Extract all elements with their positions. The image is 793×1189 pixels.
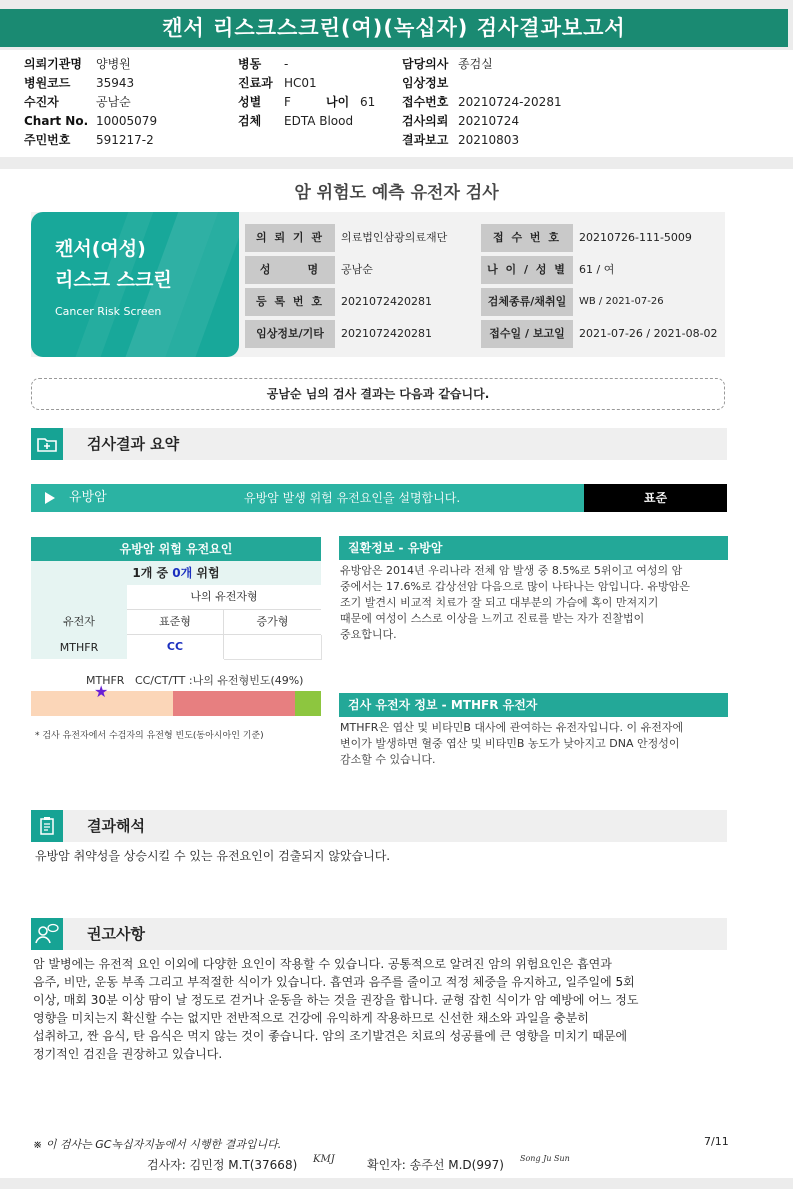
meta-key: 병동 xyxy=(238,57,262,71)
gene-info-line: 변이가 발생하면 혈중 엽산 및 비타민B 농도가 낮아지고 DNA 안정성이 xyxy=(340,737,680,750)
info-value: 20210726-111-5009 xyxy=(579,231,692,244)
info-label: 나 이 / 성 별 xyxy=(481,256,573,284)
info-value: WB / 2021-07-26 xyxy=(579,296,664,307)
info-value: 2021072420281 xyxy=(341,295,432,308)
card-title-line2: 리스크 스크린 xyxy=(55,269,172,291)
gene-name: MTHFR xyxy=(59,641,99,654)
advice-title: 권고사항 xyxy=(87,925,145,943)
card-subtitle: Cancer Risk Screen xyxy=(55,305,162,318)
frequency-note: * 검사 유전자에서 수검자의 유전형 빈도(동아시아인 기준) xyxy=(35,731,264,741)
genotype-value: CC xyxy=(127,635,224,659)
advice-text xyxy=(33,955,733,1063)
play-icon xyxy=(45,492,55,504)
card-title xyxy=(55,234,172,296)
disease-line: 중에서는 17.6%로 갑상선암 다음으로 많이 나타나는 암입니다. 유방암은 xyxy=(340,580,690,593)
tester-signature: KMJ xyxy=(313,1154,335,1165)
risk-count-number: 0개 xyxy=(172,566,193,580)
footer-band xyxy=(0,1178,793,1189)
meta-key: 담당의사 xyxy=(402,57,449,71)
advice-line: 암 발병에는 유전적 요인 이외에 다양한 요인이 작용할 수 있습니다. 공통적으로 알려진 암의 위험요인은 흡연과 xyxy=(33,957,612,971)
grade-badge: 표준 xyxy=(584,484,727,512)
meta-key: 성별 xyxy=(238,95,262,109)
cancer-bar xyxy=(31,484,584,512)
advice-section-header xyxy=(31,918,727,950)
person-chat-icon xyxy=(31,918,63,950)
meta-value: HC01 xyxy=(284,76,317,90)
standard-header: 표준형 xyxy=(127,610,224,635)
info-value: 2021072420281 xyxy=(341,327,432,340)
meta-value: 공남순 xyxy=(96,95,131,109)
frequency-label: MTHFR CC/CT/TT :나의 유전형빈도(49%) xyxy=(86,674,304,687)
disease-line: 조기 발견시 비교적 치료가 잘 되고 대부분의 가슴에 혹이 만져지기 xyxy=(340,596,659,609)
meta-value: 35943 xyxy=(96,76,135,90)
meta-value: EDTA Blood xyxy=(284,114,354,128)
info-label: 임상정보/기타 xyxy=(245,320,335,348)
info-value: 2021-07-26 / 2021-08-02 xyxy=(579,327,718,340)
info-row xyxy=(245,288,725,316)
disease-line: 중요합니다. xyxy=(340,628,397,641)
meta-value: 종검실 xyxy=(458,57,493,71)
risk-count xyxy=(31,561,321,585)
summary-section-header xyxy=(31,428,727,460)
info-label: 성 명 xyxy=(245,256,335,284)
meta-key: 검체 xyxy=(238,114,262,128)
info-label: 의 뢰 기 관 xyxy=(245,224,335,252)
result-notice: 공남순 님의 검사 결과는 다음과 같습니다. xyxy=(31,378,725,410)
meta-value: - xyxy=(284,57,289,71)
info-value: 공남순 xyxy=(341,263,373,276)
meta-col-2 xyxy=(238,55,375,131)
disease-info-title: 질환정보 - 유방암 xyxy=(339,536,728,560)
meta-key: 수진자 xyxy=(24,95,59,109)
meta-key: 병원코드 xyxy=(24,76,71,90)
advice-line: 정기적인 검진을 권장하고 있습니다. xyxy=(33,1047,223,1061)
interpretation-section-header xyxy=(31,810,727,842)
risk-count-suffix: 위험 xyxy=(192,566,220,580)
increased-header: 증가형 xyxy=(224,610,321,635)
info-value: 61 / 여 xyxy=(579,263,615,276)
cancer-desc: 유방암 발생 위험 유전요인을 설명합니다. xyxy=(244,491,461,505)
meta-value: 20210724-20281 xyxy=(458,95,562,109)
info-grid xyxy=(245,224,725,348)
report-title: 캔서 리스크스크린(여)(녹십자) 검사결과보고서 xyxy=(0,9,788,47)
info-label: 접 수 번 호 xyxy=(481,224,573,252)
folder-plus-icon xyxy=(31,428,63,460)
gene-info-line: MTHFR은 엽산 및 비타민B 대사에 관여하는 유전자입니다. 이 유전자에 xyxy=(340,721,684,734)
increased-value xyxy=(224,635,322,660)
risk-count-prefix: 1개 중 xyxy=(132,566,173,580)
meta-key: 진료과 xyxy=(238,76,273,90)
meta-value: 10005079 xyxy=(96,114,158,128)
gene-info-line: 감소할 수 있습니다. xyxy=(340,753,436,766)
advice-line: 영향을 미치는지 확신할 수는 없지만 전반적으로 건강에 유익하게 작용하므로 신선한 채소와 과일을 충분히 xyxy=(33,1011,589,1025)
meta-key: 임상정보 xyxy=(402,76,449,90)
disease-line: 때문에 여성이 스스로 이상을 느끼고 진료를 받는 자가 진찰법이 xyxy=(340,612,645,625)
footer-note: ※ 이 검사는 GC녹십자지놈에서 시행한 결과입니다. xyxy=(33,1138,282,1151)
meta-value: 20210724 xyxy=(458,114,520,128)
info-row xyxy=(245,320,725,348)
meta-key: 접수번호 xyxy=(402,95,449,109)
gene-info-title: 검사 유전자 정보 - MTHFR 유전자 xyxy=(339,693,728,717)
advice-line: 이상, 매회 30분 이상 땀이 날 정도로 걷거나 운동을 하는 것을 권장을 합니다. 균형 잡힌 식이가 암 예방에 어느 정도 xyxy=(33,993,639,1007)
clipboard-icon xyxy=(31,810,63,842)
meta-key: 주민번호 xyxy=(24,133,71,147)
meta-value: F xyxy=(284,95,291,109)
test-title: 암 위험도 예측 유전자 검사 xyxy=(294,183,499,203)
info-row xyxy=(245,224,725,252)
summary-title: 검사결과 요약 xyxy=(87,435,180,453)
separator-band xyxy=(0,157,793,169)
meta-value: 양병원 xyxy=(96,57,131,71)
disease-info-text xyxy=(340,563,728,643)
info-value: 의료법인삼광의료재단 xyxy=(341,231,448,244)
cancer-name: 유방암 xyxy=(69,490,107,505)
meta-key: Chart No. xyxy=(24,114,89,128)
age-value: 61 xyxy=(360,95,376,109)
gene-header: 유전자 xyxy=(63,615,95,628)
card-title-line1: 캔서(여성) xyxy=(55,238,146,260)
meta-key: 의뢰기관명 xyxy=(24,57,82,71)
disease-line: 유방암은 2014년 우리나라 전체 암 발생 중 8.5%로 5위이고 여성의 암 xyxy=(340,564,683,577)
meta-value: 20210803 xyxy=(458,133,520,147)
my-genotype-header: 나의 유전자형 xyxy=(127,585,321,610)
risk-table-title: 유방암 위험 유전요인 xyxy=(31,537,321,561)
info-row xyxy=(245,256,725,284)
confirmer: 확인자: 송주선 M.D(997) xyxy=(367,1158,504,1172)
meta-key: 검사의뢰 xyxy=(402,114,449,128)
info-label: 등 록 번 호 xyxy=(245,288,335,316)
meta-key: 결과보고 xyxy=(402,133,449,147)
freq-segment-tt xyxy=(295,691,321,716)
info-label: 접수일 / 보고일 xyxy=(481,320,573,348)
freq-segment-ct xyxy=(173,691,295,716)
interpretation-title: 결과해석 xyxy=(87,817,145,835)
age-key: 나이 xyxy=(326,95,350,109)
star-marker-icon: ★ xyxy=(94,682,109,701)
advice-line: 섭취하고, 짠 음식, 탄 음식은 먹지 않는 것이 좋습니다. 암의 조기발견은 치료의 성공률에 큰 영향을 미치기 때문에 xyxy=(33,1029,628,1043)
confirmer-signature: Song Ju Sun xyxy=(520,1154,570,1163)
interpretation-text: 유방암 취약성을 상승시킬 수 있는 유전요인이 검출되지 않았습니다. xyxy=(35,849,391,863)
product-card xyxy=(31,212,239,357)
meta-col-1 xyxy=(24,55,157,150)
tester: 검사자: 김민정 M.T(37668) xyxy=(147,1158,298,1172)
advice-line: 음주, 비만, 운동 부족 그리고 부적절한 식이가 있습니다. 흡연과 음주를 줄이고 적정 체중을 유지하고, 일주일에 5회 xyxy=(33,975,635,989)
meta-col-3 xyxy=(402,55,562,150)
page-number: 7/11 xyxy=(704,1135,729,1148)
gene-info-text xyxy=(340,720,728,768)
info-label: 검체종류/채취일 xyxy=(481,288,573,316)
meta-value: 591217-2 xyxy=(96,133,154,147)
